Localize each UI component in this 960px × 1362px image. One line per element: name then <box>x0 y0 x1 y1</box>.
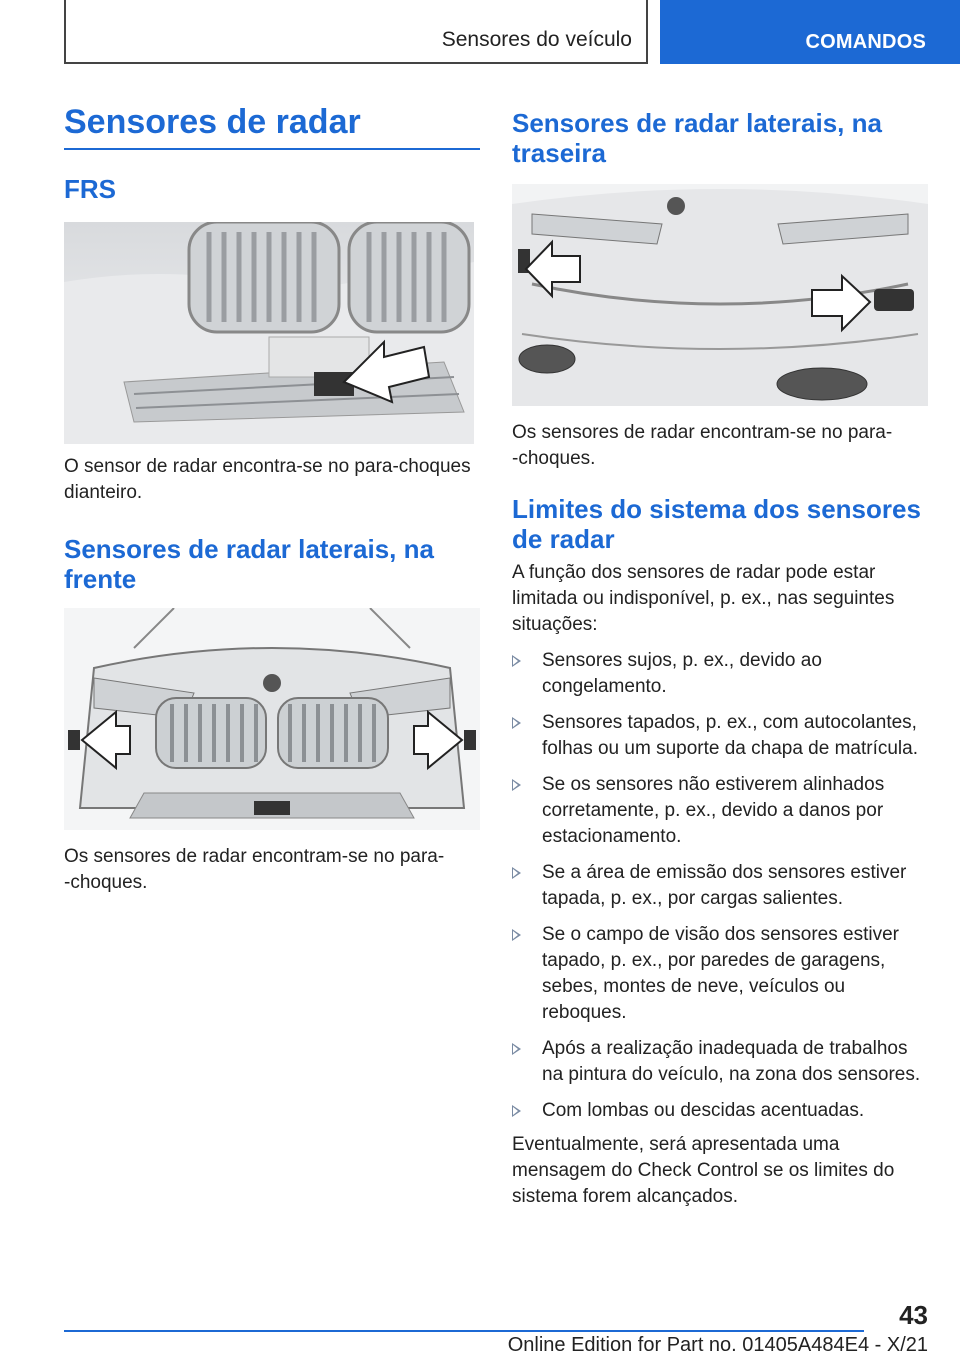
triangle-bullet-icon <box>512 1043 521 1055</box>
triangle-bullet-icon <box>512 867 521 879</box>
header-chapter-label: COMANDOS <box>805 31 926 53</box>
footer-edition: Online Edition for Part no. 01405A484E4 - X/21 <box>507 1334 928 1356</box>
front-sensors-text-1: Os sensores de radar encontram-se no para- <box>64 845 445 867</box>
front-sensors-illustration <box>64 608 480 830</box>
left-column <box>64 100 480 896</box>
right-column <box>512 100 928 1210</box>
front-grille-image <box>64 222 474 444</box>
triangle-bullet-icon <box>512 1105 521 1117</box>
list-item: Após a realização inadequada de trabalhos na pintura do veículo, na zona dos sensores. <box>512 1036 928 1088</box>
front-sensors-text-2: -choques. <box>64 871 148 893</box>
list-item: Se o campo de visão dos sensores estiver tapado, p. ex., por paredes de garagens, sebes, montes de neve, veículos ou reboques. <box>512 922 928 1026</box>
header-chapter-tab[interactable] <box>660 0 960 64</box>
footer-rule <box>64 1330 864 1332</box>
car-front-image <box>64 608 480 830</box>
frs-text: O sensor de radar encontra-se no para-choques dianteiro. <box>64 455 471 503</box>
page-title: Sensores de radar <box>64 103 361 141</box>
list-item: Se os sensores não estiverem alinhados corretamente, p. ex., devido a danos por estacionamento. <box>512 772 928 850</box>
list-item: Se a área de emissão dos sensores estiver tapada, p. ex., por cargas salientes. <box>512 860 928 912</box>
frs-illustration <box>64 222 474 444</box>
list-item: Sensores sujos, p. ex., devido ao congelamento. <box>512 648 928 700</box>
list-item: Com lombas ou descidas acentuadas. <box>512 1098 928 1124</box>
rear-sensors-text-2: -choques. <box>512 448 596 469</box>
page-number: 43 <box>899 1300 928 1330</box>
rear-sensors-heading: Sensores de radar laterais, na traseira <box>512 108 882 168</box>
title-rule <box>64 148 480 150</box>
limits-heading: Limites do sistema dos sensores de radar <box>512 494 921 554</box>
header-section-box <box>64 0 648 64</box>
front-sensors-heading: Sensores de radar laterais, na frente <box>64 533 434 594</box>
car-rear-image <box>512 184 928 406</box>
limits-list <box>512 648 928 1124</box>
triangle-bullet-icon <box>512 717 521 729</box>
triangle-bullet-icon <box>512 929 521 941</box>
triangle-bullet-icon <box>512 779 521 791</box>
limits-closing: Eventualmente, será apresentada uma mensagem do Check Control se os limites do sistema forem alcançados. <box>512 1134 895 1207</box>
frs-heading: FRS <box>64 173 116 204</box>
rear-sensors-text-1: Os sensores de radar encontram-se no para- <box>512 422 893 443</box>
list-item: Sensores tapados, p. ex., com autocolantes, folhas ou um suporte da chapa de matrícula. <box>512 710 928 762</box>
triangle-bullet-icon <box>512 655 521 667</box>
rear-sensors-illustration <box>512 184 928 406</box>
header-section-title: Sensores do veículo <box>441 28 632 51</box>
limits-intro: A função dos sensores de radar pode estar limitada ou indisponível, p. ex., nas seguintes situações: <box>512 562 895 635</box>
